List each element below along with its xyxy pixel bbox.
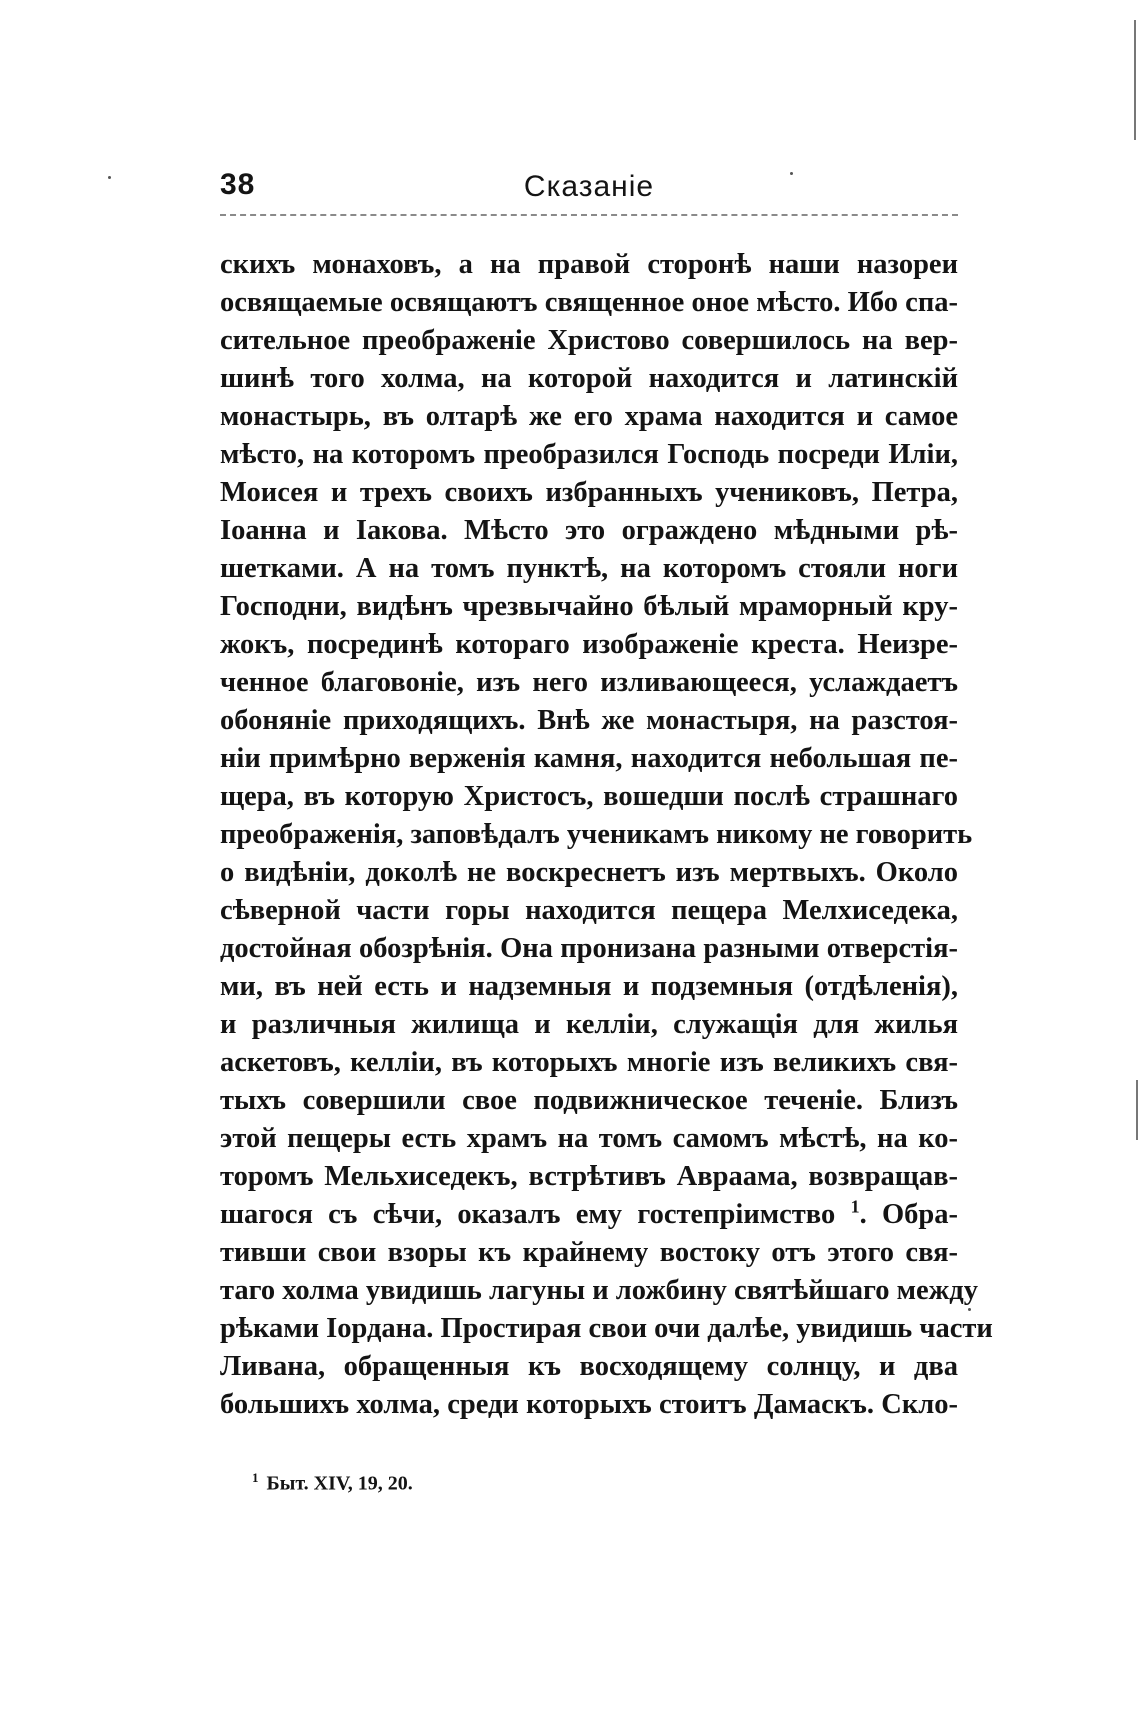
text-line: Господни, видѣнъ чрезвычайно бѣлый мраморный кру- [220,591,958,622]
text-line: таго холма увидишь лагуны и ложбину святѣйшаго между [220,1275,978,1306]
text-line: Ливана, обращенныя къ восходящему солнцу, и два [220,1351,958,1382]
text-line-head: шагося съ сѣчи, оказалъ ему гостепріимство [220,1199,836,1230]
text-line: аскетовъ, келліи, въ которыхъ многіе изъ великихъ свя- [220,1047,958,1078]
text-line: достойная обозрѣнія. Она пронизана разными отверстія- [220,933,958,964]
text-line: сительное преображеніе Христово совершилось на вер- [220,325,958,356]
footnote-marker: 1 [252,1470,259,1485]
text-line: шинѣ того холма, на которой находится и латинскій [220,363,958,394]
text-line: ніи примѣрно верженія камня, находится небольшая пе- [220,743,958,774]
header-rule [220,214,958,216]
scan-edge-mark [1134,20,1136,140]
text-line: сѣверной части горы находится пещера Мелхиседека, [220,895,958,926]
body-text [220,246,993,1424]
text-line: шетками. А на томъ пунктѣ, на которомъ стояли ноги [220,553,958,584]
text-line: монастырь, въ олтарѣ же его храма находится и самое [220,401,958,432]
text-line: ченное благовоніе, изъ него изливающееся, услаждаетъ [220,667,958,698]
text-line: рѣками Іордана. Простирая свои очи далѣе, увидишь части [220,1313,993,1344]
text-line: тыхъ совершили свое подвижническое теченіе. Близъ [220,1085,958,1116]
text-line: этой пещеры есть храмъ на томъ самомъ мѣстѣ, на ко- [220,1123,958,1154]
text-line: Моисея и трехъ своихъ избранныхъ учениковъ, Петра, [220,477,958,508]
footnote [252,1470,413,1496]
text-line: мѣсто, на которомъ преобразился Господь посреди Иліи, [220,439,958,470]
text-line: о видѣніи, доколѣ не воскреснетъ изъ мертвыхъ. Около [220,857,958,888]
text-line-with-footnote-ref [220,1196,958,1234]
scan-edge-mark [1136,1080,1138,1140]
text-line: ми, въ ней есть и надземныя и подземныя (отдѣленія), [220,971,958,1002]
text-line: обоняніе приходящихъ. Внѣ же монастыря, на разстоя- [220,705,958,736]
scan-speck [108,176,111,179]
running-title: Сказаніе [523,170,655,203]
text-line: Іоанна и Іакова. Мѣсто это ограждено мѣдными рѣ- [220,515,958,546]
text-line: скихъ монаховъ, а на правой сторонѣ наши назореи [220,249,958,280]
scan-speck [790,172,793,175]
text-line: щера, въ которую Христосъ, вошедши послѣ страшнаго [220,781,958,812]
page-number: 38 [220,168,256,201]
footnote-reference: 1 [850,1196,860,1217]
text-line: освящаемые освящаютъ священное оное мѣсто. Ибо спа- [220,287,958,318]
text-line: торомъ Мельхиседекъ, встрѣтивъ Авраама, возвращав- [220,1161,958,1192]
text-line: тивши свои взоры къ крайнему востоку отъ этого свя- [220,1237,958,1268]
page-header [220,168,958,212]
text-line: большихъ холма, среди которыхъ стоитъ Дамаскъ. Скло- [220,1389,958,1420]
text-line-tail: . Обра- [859,1199,959,1230]
footnote-text: Быт. XIV, 19, 20. [266,1472,413,1495]
text-line: жокъ, посрединѣ котораго изображеніе креста. Неизре- [220,629,958,660]
text-line: и различныя жилища и келліи, служащія для жилья [220,1009,958,1040]
scan-speck [968,1308,971,1311]
text-line: преображенія, заповѣдалъ ученикамъ никому не говорить [220,819,973,850]
